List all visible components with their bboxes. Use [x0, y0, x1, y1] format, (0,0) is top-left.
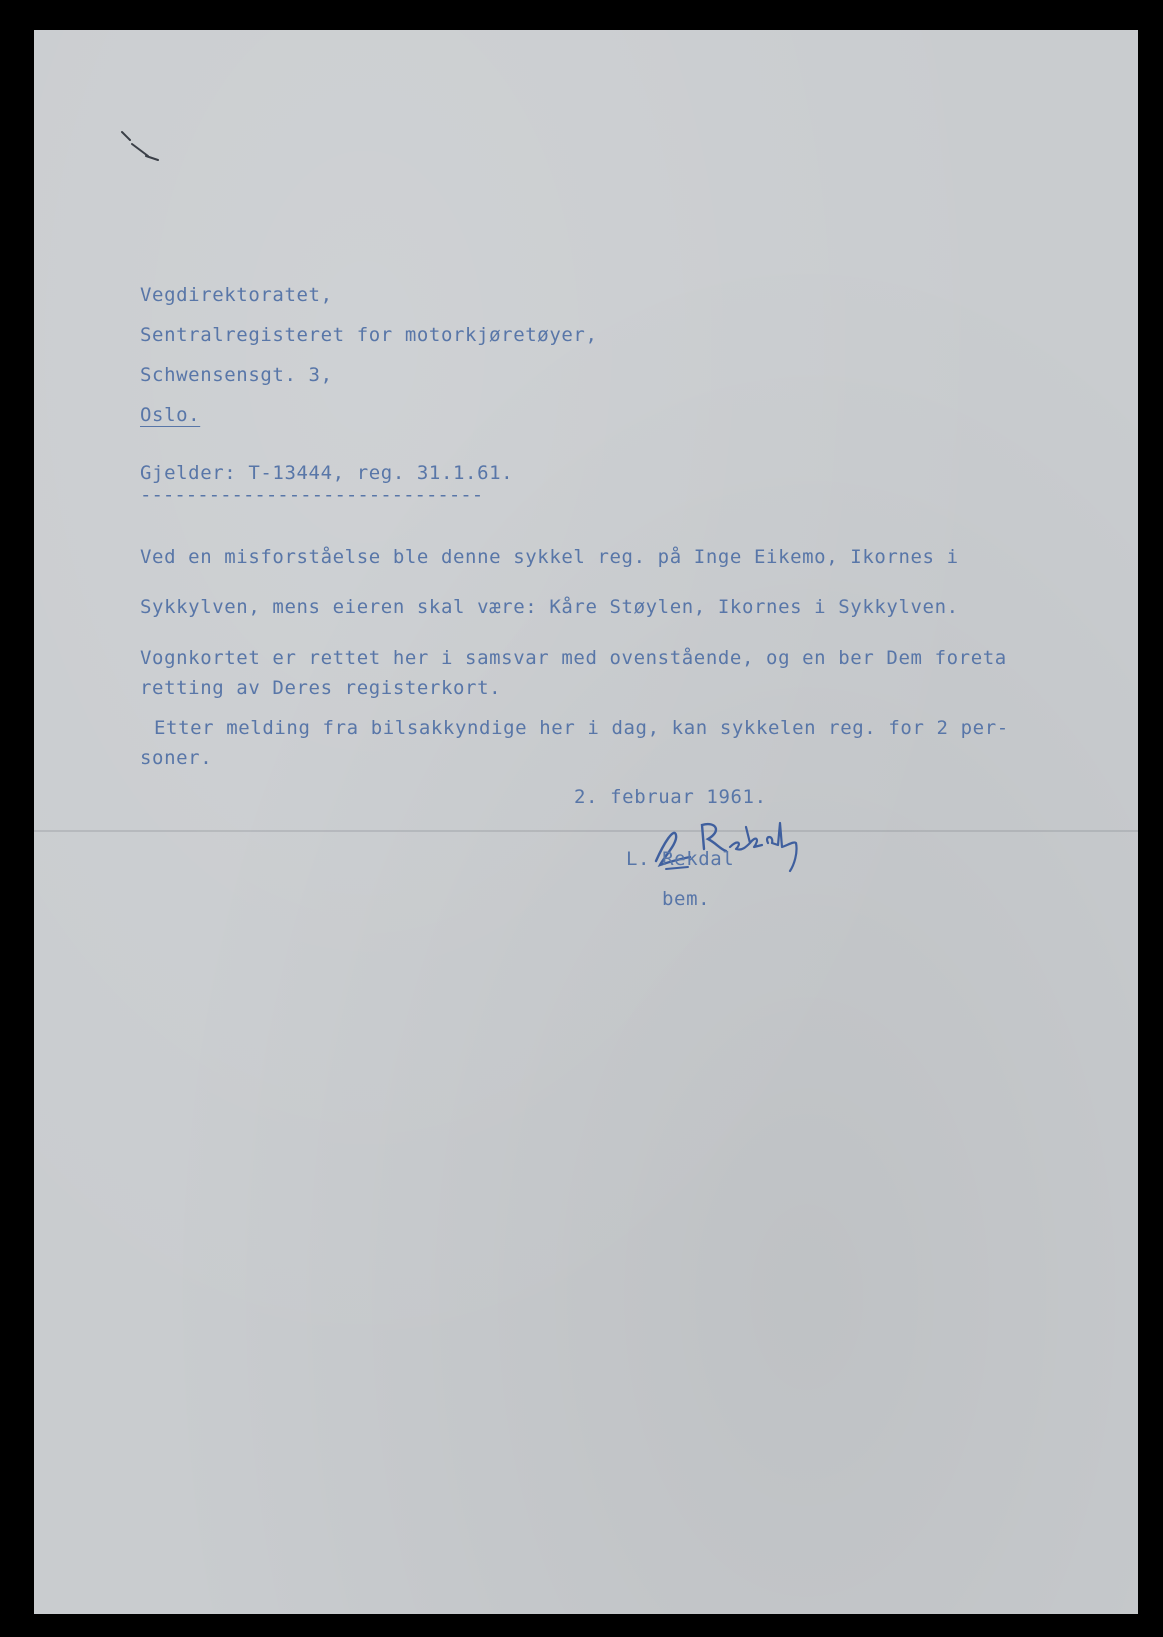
recipient-city: Oslo.: [140, 404, 201, 426]
recipient-department: Sentralregisteret for motorkjøretøyer,: [140, 324, 598, 346]
paper-fold: [34, 830, 1138, 832]
body-paragraph-1-line-2: Sykkylven, mens eieren skal være: Kåre Støylen, Ikornes i Sykkylven.: [140, 596, 959, 618]
subject-rule: ------------------------------: [140, 484, 484, 506]
signer-title: bem.: [662, 888, 711, 910]
body-paragraph-3-line-1: Etter melding fra bilsakkyndige her i dag, kan sykkelen reg. for 2 per-: [154, 717, 1009, 739]
subject-line: Gjelder: T-13444, reg. 31.1.61.: [140, 462, 514, 484]
body-paragraph-1-line-1: Ved en misforståelse ble denne sykkel reg. på Inge Eikemo, Ikornes i: [140, 546, 959, 568]
signer-name: L. Rekdal: [626, 848, 735, 870]
pen-mark-icon: [118, 126, 168, 166]
recipient-street: Schwensensgt. 3,: [140, 364, 333, 386]
recipient-name: Vegdirektoratet,: [140, 284, 333, 306]
body-paragraph-2-line-2: retting av Deres registerkort.: [140, 677, 502, 699]
body-paragraph-3-line-2: soner.: [140, 747, 213, 769]
letter-date: 2. februar 1961.: [574, 786, 767, 808]
letter-page: [34, 30, 1138, 1614]
body-paragraph-2-line-1: Vognkortet er rettet her i samsvar med ovenstående, og en ber Dem foreta: [140, 647, 1007, 669]
